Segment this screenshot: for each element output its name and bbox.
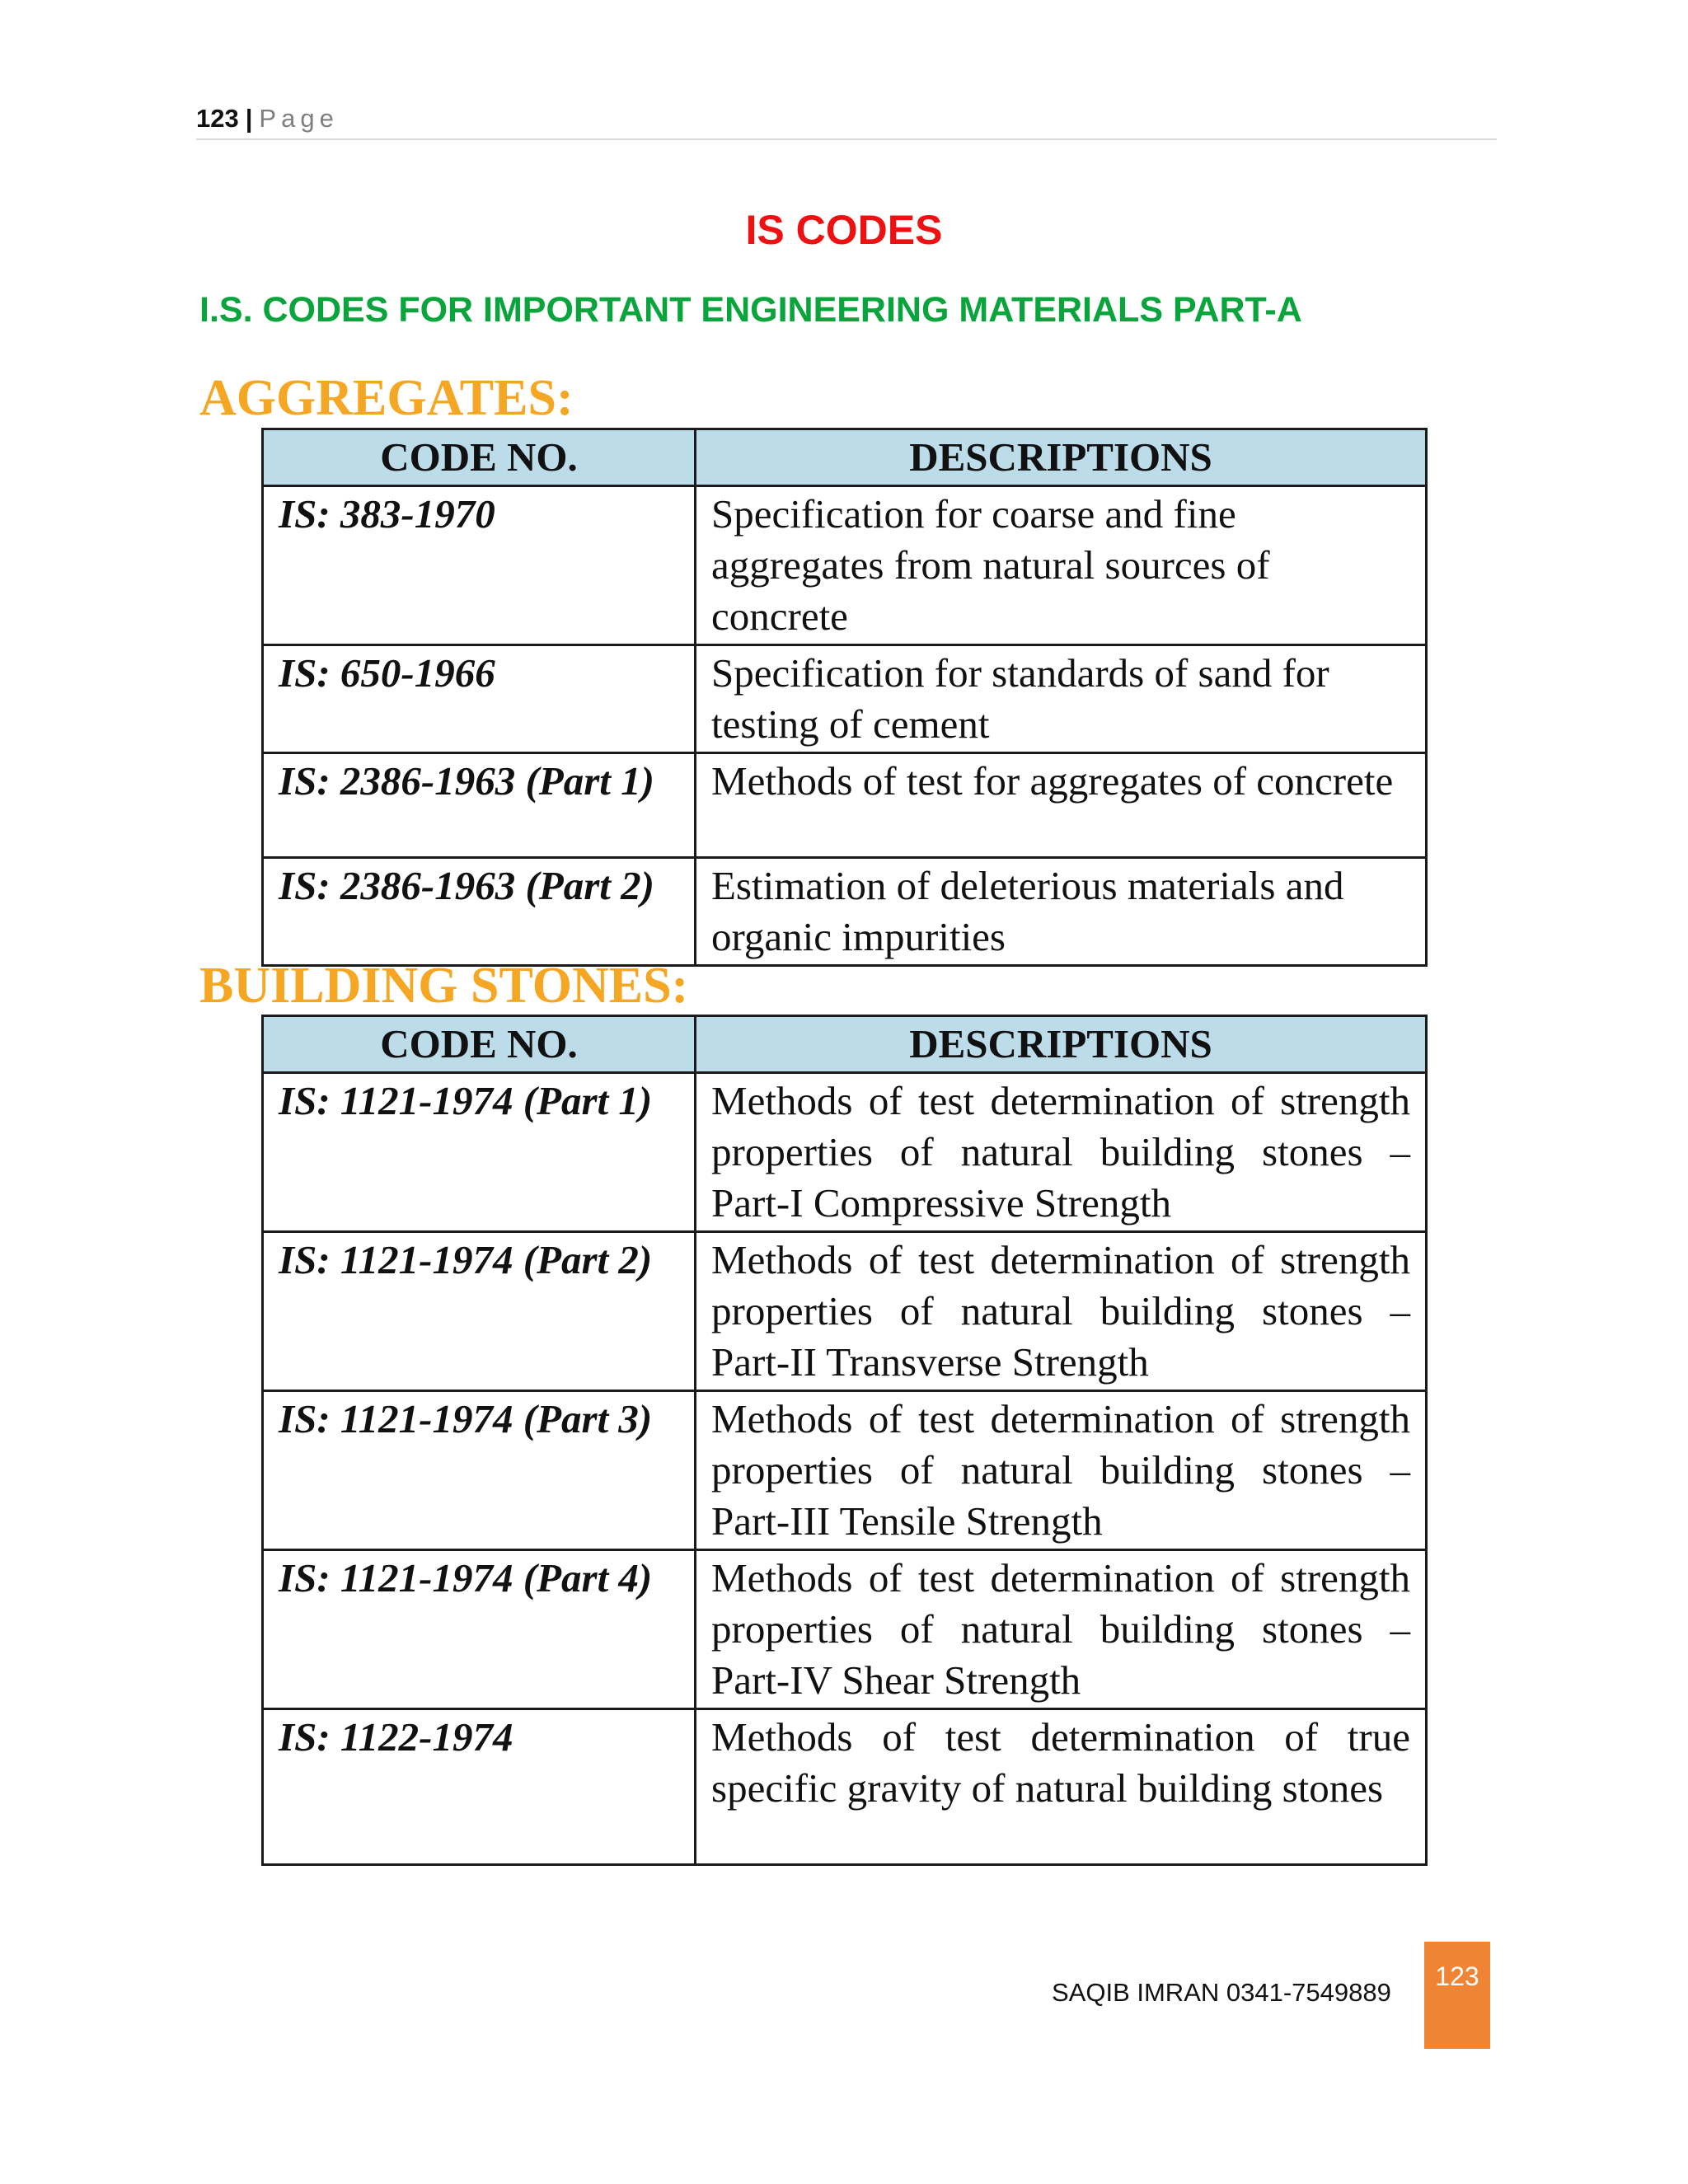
section-heading-building-stones: BUILDING STONES:: [199, 958, 689, 1014]
column-header-description: DESCRIPTIONS: [696, 1016, 1427, 1073]
table-row: [263, 1550, 1427, 1709]
table-row: [263, 1391, 1427, 1550]
page-subtitle: I.S. CODES FOR IMPORTANT ENGINEERING MATERIALS PART-A: [199, 290, 1302, 330]
description-cell: Specification for coarse and fine aggregates from natural sources of concrete: [696, 486, 1427, 645]
code-cell: IS: 1121-1974 (Part 3): [263, 1391, 696, 1550]
description-cell: Methods of test determination of strength properties of natural building stones – Part-I Compressive Strength: [696, 1073, 1427, 1232]
column-header-code: CODE NO.: [263, 429, 696, 486]
code-cell: IS: 2386-1963 (Part 2): [263, 858, 696, 966]
description-cell: Estimation of deleterious materials and organic impurities: [696, 858, 1427, 966]
column-header-code: CODE NO.: [263, 1016, 696, 1073]
table-row: [263, 645, 1427, 753]
code-cell: IS: 2386-1963 (Part 1): [263, 753, 696, 858]
description-cell: Methods of test determination of true specific gravity of natural building stones: [696, 1709, 1427, 1865]
page-number: 123: [196, 104, 239, 133]
column-header-description: DESCRIPTIONS: [696, 429, 1427, 486]
page-number-badge: 123: [1424, 1942, 1490, 2049]
table-row: [263, 1073, 1427, 1232]
header-separator: |: [245, 104, 253, 133]
description-cell: Methods of test determination of strength properties of natural building stones – Part-IV Shear Strength: [696, 1550, 1427, 1709]
code-cell: IS: 1121-1974 (Part 1): [263, 1073, 696, 1232]
code-cell: IS: 383-1970: [263, 486, 696, 645]
table-header-row: [263, 1016, 1427, 1073]
page-header: [196, 102, 1497, 140]
description-cell: Methods of test determination of strength properties of natural building stones – Part-III Tensile Strength: [696, 1391, 1427, 1550]
building-stones-table: [261, 1015, 1428, 1866]
code-cell: IS: 1121-1974 (Part 2): [263, 1232, 696, 1391]
table-row: [263, 858, 1427, 966]
code-cell: IS: 650-1966: [263, 645, 696, 753]
page-label: Page: [259, 104, 339, 133]
table-row: [263, 1232, 1427, 1391]
description-cell: Methods of test for aggregates of concrete: [696, 753, 1427, 858]
footer-author: SAQIB IMRAN 0341-7549889: [1052, 1978, 1391, 2007]
table-header-row: [263, 429, 1427, 486]
description-cell: Specification for standards of sand for testing of cement: [696, 645, 1427, 753]
code-cell: IS: 1121-1974 (Part 4): [263, 1550, 696, 1709]
table-row: [263, 486, 1427, 645]
aggregates-table: [261, 428, 1428, 967]
table-row: [263, 1709, 1427, 1865]
description-cell: Methods of test determination of strength properties of natural building stones – Part-II Transverse Strength: [696, 1232, 1427, 1391]
code-cell: IS: 1122-1974: [263, 1709, 696, 1865]
table-row: [263, 753, 1427, 858]
page-title: IS CODES: [745, 207, 943, 253]
section-heading-aggregates: AGGREGATES:: [199, 370, 574, 426]
